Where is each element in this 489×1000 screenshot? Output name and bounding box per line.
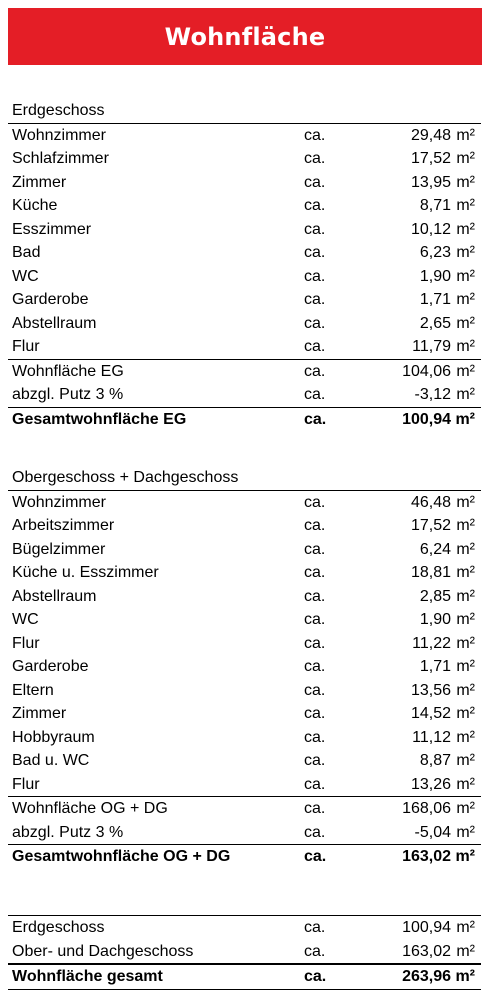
ca-label: ca. bbox=[304, 728, 326, 746]
unit-label: m² bbox=[456, 752, 475, 769]
og-room-row bbox=[8, 726, 481, 750]
eg-room-list bbox=[8, 124, 481, 359]
room-name: Flur bbox=[12, 634, 40, 652]
ca-label: ca. bbox=[304, 919, 326, 936]
room-name: WC bbox=[12, 611, 39, 628]
og-subtotal-value: 168,06 bbox=[402, 800, 451, 817]
ca-label: ca. bbox=[304, 681, 326, 699]
ca-label: ca. bbox=[304, 611, 326, 628]
room-area-value: 1,90 bbox=[419, 267, 451, 285]
unit-label: m² bbox=[456, 173, 475, 191]
unit-label: m² bbox=[456, 728, 475, 746]
room-area-value: 2,85 bbox=[419, 587, 451, 605]
ca-label: ca. bbox=[304, 942, 326, 960]
unit-label: m² bbox=[456, 681, 475, 699]
room-area-value: 1,71 bbox=[419, 658, 451, 675]
title-banner bbox=[8, 8, 482, 65]
room-name: Bad bbox=[12, 244, 41, 261]
room-area-value: 1,90 bbox=[419, 611, 451, 628]
ca-label: ca. bbox=[304, 197, 326, 214]
eg-room-row bbox=[8, 265, 481, 289]
ca-label: ca. bbox=[304, 150, 326, 167]
ca-label: ca. bbox=[304, 775, 326, 793]
room-area-value: 11,22 bbox=[412, 634, 451, 652]
room-name: Bad u. WC bbox=[12, 752, 90, 769]
room-name: Zimmer bbox=[12, 705, 67, 722]
eg-room-row bbox=[8, 288, 481, 312]
room-name: Garderobe bbox=[12, 291, 89, 308]
unit-label: m² bbox=[456, 587, 475, 605]
eg-room-row bbox=[8, 194, 481, 218]
room-name: Wohnzimmer bbox=[12, 126, 106, 144]
ca-label: ca. bbox=[304, 493, 326, 511]
unit-label: m² bbox=[455, 968, 475, 985]
ca-label: ca. bbox=[304, 823, 326, 841]
ca-label: ca. bbox=[304, 126, 326, 144]
unit-label: m² bbox=[455, 848, 475, 865]
room-name: Flur bbox=[12, 338, 40, 355]
unit-label: m² bbox=[455, 410, 475, 428]
eg-room-row bbox=[8, 124, 481, 148]
unit-label: m² bbox=[456, 244, 475, 261]
room-area-value: 10,12 bbox=[410, 220, 451, 238]
og-deduction-label: abzgl. Putz 3 % bbox=[12, 823, 124, 841]
og-room-row bbox=[8, 561, 481, 585]
unit-label: m² bbox=[456, 823, 475, 841]
room-area-value: 17,52 bbox=[410, 150, 451, 167]
ca-label: ca. bbox=[304, 291, 326, 308]
unit-label: m² bbox=[456, 386, 475, 403]
og-total-row bbox=[8, 844, 481, 869]
room-area-value: 18,81 bbox=[410, 564, 451, 581]
room-name: Ober- und Dachgeschoss bbox=[12, 942, 194, 960]
unit-label: m² bbox=[456, 540, 475, 558]
eg-room-row bbox=[8, 147, 481, 171]
room-area-value: 6,23 bbox=[419, 244, 451, 261]
eg-room-row bbox=[8, 218, 481, 242]
room-name: Eltern bbox=[12, 681, 54, 699]
og-heading: Obergeschoss + Dachgeschoss bbox=[12, 469, 239, 486]
eg-total-label: Gesamtwohnfläche EG bbox=[12, 410, 187, 428]
room-name: Garderobe bbox=[12, 658, 89, 675]
unit-label: m² bbox=[456, 517, 475, 534]
og-room-row bbox=[8, 585, 481, 609]
summary-row-list bbox=[8, 915, 481, 963]
eg-total-row bbox=[8, 407, 481, 432]
unit-label: m² bbox=[456, 705, 475, 722]
summary-total-row bbox=[8, 963, 481, 990]
unit-label: m² bbox=[456, 658, 475, 675]
unit-label: m² bbox=[456, 314, 475, 332]
og-room-row bbox=[8, 608, 481, 632]
ca-label: ca. bbox=[304, 848, 327, 865]
eg-subtotal-label: Wohnfläche EG bbox=[12, 362, 124, 380]
room-area-value: 46,48 bbox=[410, 493, 451, 511]
unit-label: m² bbox=[456, 564, 475, 581]
unit-label: m² bbox=[456, 493, 475, 511]
og-room-row bbox=[8, 491, 481, 515]
og-deduction-row bbox=[8, 821, 481, 845]
ca-label: ca. bbox=[304, 968, 327, 985]
eg-deduction-label: abzgl. Putz 3 % bbox=[12, 386, 124, 403]
eg-heading-row bbox=[8, 99, 481, 124]
room-name: Arbeitszimmer bbox=[12, 517, 115, 534]
room-area-value: 14,52 bbox=[410, 705, 451, 722]
ca-label: ca. bbox=[304, 267, 326, 285]
room-name: Wohnzimmer bbox=[12, 493, 106, 511]
summary-table bbox=[8, 915, 481, 990]
ca-label: ca. bbox=[304, 220, 326, 238]
og-total-label: Gesamtwohnfläche OG + DG bbox=[12, 848, 231, 865]
ca-label: ca. bbox=[304, 338, 326, 355]
unit-label: m² bbox=[456, 634, 475, 652]
room-area-value: 29,48 bbox=[410, 126, 451, 144]
room-name: Hobbyraum bbox=[12, 728, 95, 746]
ca-label: ca. bbox=[304, 410, 327, 428]
og-room-row bbox=[8, 679, 481, 703]
eg-deduction-row bbox=[8, 383, 481, 407]
og-room-row bbox=[8, 773, 481, 797]
room-name: Abstellraum bbox=[12, 314, 97, 332]
unit-label: m² bbox=[456, 150, 475, 167]
ca-label: ca. bbox=[304, 705, 326, 722]
room-area-value: 13,26 bbox=[410, 775, 451, 793]
ca-label: ca. bbox=[304, 517, 326, 534]
room-name: Erdgeschoss bbox=[12, 919, 105, 936]
ca-label: ca. bbox=[304, 244, 326, 261]
room-name: Küche u. Esszimmer bbox=[12, 564, 159, 581]
unit-label: m² bbox=[456, 291, 475, 308]
og-table bbox=[8, 466, 481, 869]
room-area-value: 11,79 bbox=[412, 338, 451, 355]
og-heading-row bbox=[8, 466, 481, 491]
ca-label: ca. bbox=[304, 173, 326, 191]
og-room-row bbox=[8, 749, 481, 773]
room-area-value: 13,95 bbox=[410, 173, 451, 191]
unit-label: m² bbox=[456, 775, 475, 793]
ca-label: ca. bbox=[304, 752, 326, 769]
og-room-row bbox=[8, 514, 481, 538]
summary-total-value: 263,96 bbox=[402, 968, 451, 985]
room-name: WC bbox=[12, 267, 39, 285]
ca-label: ca. bbox=[304, 386, 326, 403]
ca-label: ca. bbox=[304, 314, 326, 332]
eg-total-value: 100,94 bbox=[402, 410, 451, 428]
ca-label: ca. bbox=[304, 540, 326, 558]
unit-label: m² bbox=[456, 220, 475, 238]
og-room-row bbox=[8, 538, 481, 562]
og-room-row bbox=[8, 632, 481, 656]
eg-subtotal-value: 104,06 bbox=[402, 362, 451, 380]
eg-heading: Erdgeschoss bbox=[12, 102, 105, 119]
eg-room-row bbox=[8, 335, 481, 359]
room-area-value: 8,87 bbox=[419, 752, 451, 769]
ca-label: ca. bbox=[304, 564, 326, 581]
og-subtotal-label: Wohnfläche OG + DG bbox=[12, 800, 168, 817]
eg-deduction-value: -3,12 bbox=[414, 386, 451, 403]
unit-label: m² bbox=[456, 126, 475, 144]
unit-label: m² bbox=[456, 919, 475, 936]
eg-room-row bbox=[8, 241, 481, 265]
room-area-value: 11,12 bbox=[412, 728, 451, 746]
ca-label: ca. bbox=[304, 634, 326, 652]
room-name: Küche bbox=[12, 197, 58, 214]
og-deduction-value: -5,04 bbox=[414, 823, 451, 841]
page-title: Wohnfläche bbox=[164, 22, 326, 51]
og-total-value: 163,02 bbox=[402, 848, 451, 865]
ca-label: ca. bbox=[304, 800, 326, 817]
og-room-row bbox=[8, 655, 481, 679]
room-name: Schlafzimmer bbox=[12, 150, 109, 167]
room-area-value: 6,24 bbox=[419, 540, 451, 558]
room-area-value: 163,02 bbox=[402, 942, 451, 960]
unit-label: m² bbox=[456, 267, 475, 285]
summary-row bbox=[8, 940, 481, 964]
eg-room-row bbox=[8, 171, 481, 195]
room-area-value: 17,52 bbox=[410, 517, 451, 534]
room-name: Flur bbox=[12, 775, 40, 793]
ca-label: ca. bbox=[304, 362, 326, 380]
og-room-row bbox=[8, 702, 481, 726]
unit-label: m² bbox=[456, 197, 475, 214]
room-area-value: 13,56 bbox=[410, 681, 451, 699]
ca-label: ca. bbox=[304, 587, 326, 605]
room-name: Bügelzimmer bbox=[12, 540, 106, 558]
unit-label: m² bbox=[456, 611, 475, 628]
unit-label: m² bbox=[456, 800, 475, 817]
room-name: Esszimmer bbox=[12, 220, 92, 238]
eg-subtotal-row bbox=[8, 359, 481, 384]
ca-label: ca. bbox=[304, 658, 326, 675]
unit-label: m² bbox=[456, 362, 475, 380]
og-room-list bbox=[8, 491, 481, 797]
summary-total-label: Wohnfläche gesamt bbox=[12, 968, 163, 985]
room-area-value: 8,71 bbox=[419, 197, 451, 214]
room-area-value: 1,71 bbox=[419, 291, 451, 308]
eg-room-row bbox=[8, 312, 481, 336]
unit-label: m² bbox=[456, 338, 475, 355]
room-area-value: 100,94 bbox=[402, 919, 451, 936]
room-name: Abstellraum bbox=[12, 587, 97, 605]
eg-table bbox=[8, 99, 481, 431]
summary-row bbox=[8, 916, 481, 940]
unit-label: m² bbox=[456, 942, 475, 960]
room-name: Zimmer bbox=[12, 173, 67, 191]
room-area-value: 2,65 bbox=[419, 314, 451, 332]
og-subtotal-row bbox=[8, 796, 481, 821]
